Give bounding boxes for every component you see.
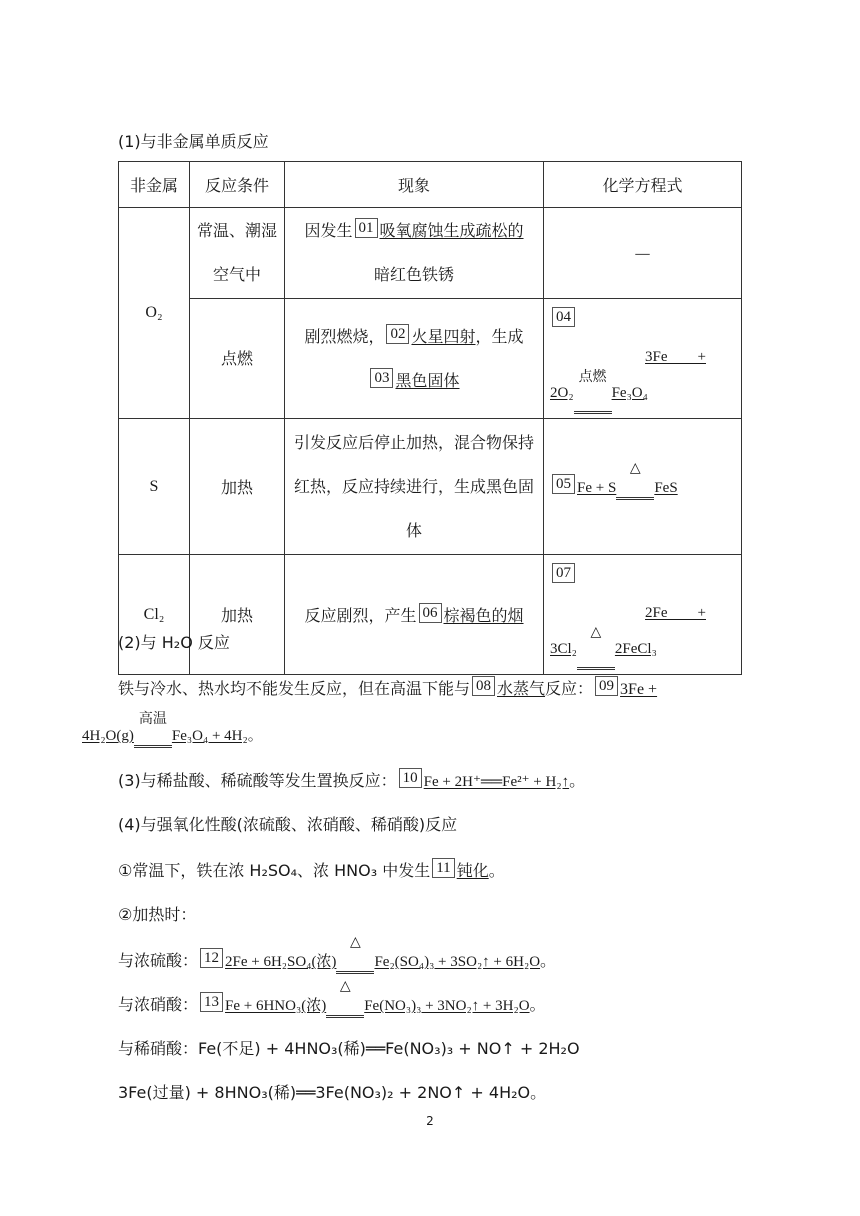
eq-left: 4H₂O(g): [82, 728, 134, 744]
eq-right: FeS: [654, 479, 678, 496]
eq-condition: [326, 979, 364, 1018]
answer-number-02: 02: [386, 324, 409, 344]
answer-text-08: 水蒸气: [497, 679, 546, 698]
header-equation: 化学方程式: [544, 162, 742, 208]
phen-text: 暗红色铁锈: [373, 265, 454, 284]
answer-number-12: 12: [200, 948, 223, 968]
section4-line2: ②加热时：: [118, 905, 197, 924]
answer-number-07: 07: [552, 563, 575, 583]
answer-number-10: 10: [399, 768, 422, 788]
condition-text: △: [350, 935, 361, 950]
cl2-condition: 加热: [190, 555, 285, 675]
answer-text-11: 钝化: [456, 861, 489, 880]
condition-text: 高温: [138, 711, 167, 727]
reaction-table: [118, 161, 742, 675]
answer-number-11: 11: [432, 858, 454, 878]
eq-right: 2FeCl₃: [614, 641, 657, 657]
cl2-equation: [544, 555, 742, 675]
answer-number-06: 06: [419, 603, 442, 623]
eq-condition: [336, 935, 374, 974]
page-number: 2: [426, 1114, 434, 1128]
phen-text: 因发生: [304, 221, 353, 240]
section4-title: (4)与强氧化性酸(浓硫酸、浓硝酸、稀硝酸)反应: [118, 815, 458, 834]
answer-text-01: 吸氧腐蚀生成疏松的: [379, 221, 524, 240]
period: 。: [529, 995, 546, 1014]
section2-equation: [82, 711, 263, 748]
answer-number-08: 08: [472, 676, 495, 696]
eq-right: Fe(NO₃)₃ + 3NO₂↑ + 3H₂O: [364, 998, 530, 1014]
nonmetal-s: S: [119, 419, 190, 555]
eq-right: Fe₃O₄: [611, 385, 648, 401]
section4-line5: 与稀硝酸：Fe(不足) + 4HNO₃(稀)══Fe(NO₃)₃ + NO↑ + 2H₂O: [118, 1039, 580, 1058]
phen-text: ，生成: [475, 326, 524, 346]
s3-equation: Fe + 2H⁺══Fe²⁺ + H₂↑: [423, 774, 570, 790]
section3: [118, 768, 585, 791]
nonmetal-o2: O₂: [119, 208, 190, 419]
eq-line: 3Fe +: [645, 349, 706, 365]
eq-left: 2Fe + 6H₂SO₄(浓): [225, 954, 337, 970]
s4-text: 与浓硫酸：: [118, 951, 199, 970]
section2-title: (2)与 H₂O 反应: [118, 633, 230, 652]
answer-text-02: 火星四射: [411, 326, 476, 346]
answer-text-06: 棕褐色的烟: [443, 606, 524, 625]
section1-title: (1)与非金属单质反应: [118, 132, 269, 151]
phen-text: 剧烈燃烧，: [304, 326, 385, 346]
answer-number-05: 05: [552, 474, 575, 494]
condition-text: △: [629, 460, 641, 476]
s-condition: 加热: [190, 419, 285, 555]
header-phenomenon: 现象: [285, 162, 544, 208]
eq-condition: [134, 711, 172, 748]
section2-paragraph: [118, 676, 788, 699]
eq-left: Fe + S: [577, 479, 617, 496]
s2-eq-a: 3Fe +: [620, 681, 658, 698]
eq-right: Fe₂(SO₄)₃ + 3SO₂↑ + 6H₂O: [374, 954, 541, 970]
answer-number-13: 13: [200, 992, 223, 1012]
eq-condition: [574, 369, 612, 414]
s-phenomenon: 引发反应后停止加热，混合物保持红热，反应持续进行，生成黑色固体: [285, 419, 544, 555]
eq-right: Fe₃O₄ + 4H₂: [171, 728, 248, 744]
s4-text: ①常温下，铁在浓 H₂SO₄、浓 HNO₃ 中发生: [118, 861, 431, 880]
answer-text-03: 黑色固体: [395, 370, 460, 390]
period: 。: [569, 771, 586, 790]
eq-line: 2Fe +: [645, 605, 706, 621]
section4-line6: 3Fe(过量) + 8HNO₃(稀)══3Fe(NO₃)₂ + 2NO↑ + 4H₂O。: [118, 1083, 547, 1102]
condition-text: △: [590, 625, 602, 640]
o2-phenomenon-1: [285, 208, 544, 299]
answer-number-04: 04: [552, 307, 575, 327]
eq-left: 2O₂: [550, 385, 574, 401]
s2-text: 反应：: [545, 679, 594, 698]
answer-number-09: 09: [595, 676, 618, 696]
period: 。: [540, 951, 557, 970]
header-nonmetal: 非金属: [119, 162, 190, 208]
cl2-phenomenon: [285, 555, 544, 675]
eq-condition: [577, 625, 615, 670]
answer-number-03: 03: [370, 368, 393, 388]
section4-line3: [118, 935, 557, 974]
section4-line4: [118, 979, 546, 1018]
eq-left: 3Cl₂: [550, 641, 577, 657]
s3-text: (3)与稀盐酸、稀硫酸等发生置换反应：: [118, 771, 397, 790]
s2-text: 铁与冷水、热水均不能发生反应，但在高温下能与: [118, 679, 471, 698]
period: 。: [488, 861, 505, 880]
nonmetal-cl2: Cl₂: [119, 555, 190, 675]
period: 。: [247, 726, 263, 744]
o2-phenomenon-2: [285, 299, 544, 419]
section4-line1: [118, 858, 505, 881]
eq-left: Fe + 6HNO₃(浓): [225, 998, 327, 1014]
s-equation: [544, 419, 742, 555]
condition-text: △: [339, 979, 351, 994]
eq-condition: [616, 460, 654, 500]
answer-number-01: 01: [355, 218, 378, 238]
o2-condition-2: 点燃: [190, 299, 285, 419]
header-condition: 反应条件: [190, 162, 285, 208]
o2-condition-1: 常温、潮湿空气中: [190, 208, 285, 299]
condition-text: 点燃: [578, 369, 607, 385]
o2-equation-2: [544, 299, 742, 419]
o2-equation-1: —: [544, 208, 742, 299]
s4-text: 与浓硝酸：: [118, 995, 199, 1014]
phen-text: 反应剧烈，产生: [304, 606, 417, 625]
